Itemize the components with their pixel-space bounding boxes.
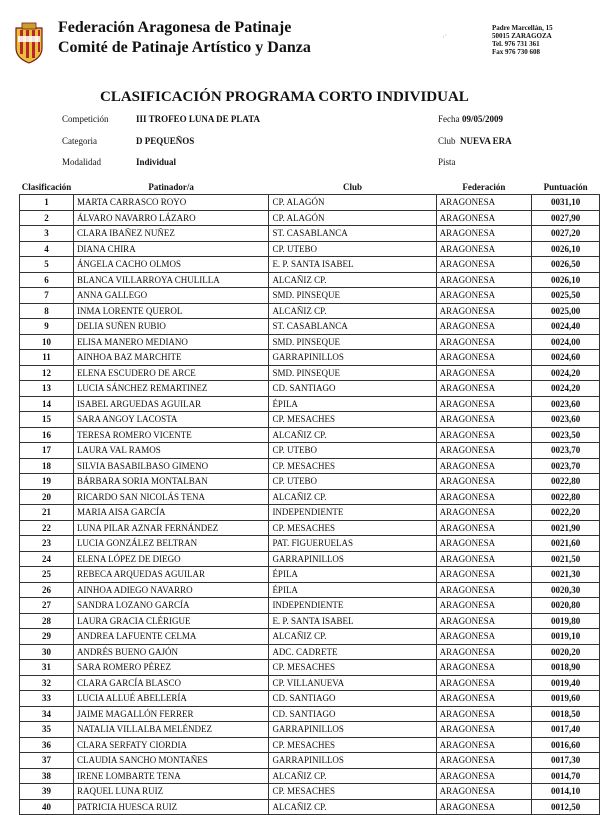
score-cell: 0022,20 bbox=[532, 505, 600, 521]
federation-cell: ARAGONESA bbox=[436, 660, 532, 676]
rank-cell: 33 bbox=[20, 691, 74, 707]
federation-cell: ARAGONESA bbox=[436, 520, 532, 536]
federation-cell: ARAGONESA bbox=[436, 443, 532, 459]
federation-cell: ARAGONESA bbox=[436, 675, 532, 691]
skater-cell: REBECA ARQUEDAS AGUILAR bbox=[73, 567, 269, 583]
skater-cell: ÁLVARO NAVARRO LÁZARO bbox=[73, 210, 269, 226]
rank-cell: 36 bbox=[20, 737, 74, 753]
rank-cell: 2 bbox=[20, 210, 74, 226]
club-cell: CP. MESACHES bbox=[269, 737, 436, 753]
club-cell: ALCAÑIZ CP. bbox=[269, 427, 436, 443]
skater-cell: SANDRA LOZANO GARCÍA bbox=[73, 598, 269, 614]
federation-cell: ARAGONESA bbox=[436, 195, 532, 211]
club-cell: CD. SANTIAGO bbox=[269, 381, 436, 397]
rank-cell: 29 bbox=[20, 629, 74, 645]
table-row bbox=[20, 598, 600, 614]
rank-cell: 13 bbox=[20, 381, 74, 397]
address-fax: Fax 976 730 608 bbox=[492, 48, 541, 56]
club-cell: ST. CASABLANCA bbox=[269, 319, 436, 335]
score-cell: 0025,00 bbox=[532, 303, 600, 319]
club-label: Club bbox=[438, 136, 456, 146]
club-cell: CP. ALAGÓN bbox=[269, 210, 436, 226]
score-cell: 0017,40 bbox=[532, 722, 600, 738]
skater-cell: DELIA SUÑEN RUBIO bbox=[73, 319, 269, 335]
club-cell: SMD. PINSEQUE bbox=[269, 334, 436, 350]
score-cell: 0024,20 bbox=[532, 365, 600, 381]
score-cell: 0023,60 bbox=[532, 396, 600, 412]
rank-cell: 17 bbox=[20, 443, 74, 459]
skater-cell: LAURA GRACIA CLÉRIGUE bbox=[73, 613, 269, 629]
skater-cell: CLARA GARCÍA BLASCO bbox=[73, 675, 269, 691]
score-cell: 0026,10 bbox=[532, 241, 600, 257]
rank-cell: 10 bbox=[20, 334, 74, 350]
categoria-label: Categoria bbox=[62, 136, 97, 146]
col-clasificacion: Clasificación bbox=[21, 182, 72, 192]
score-cell: 0023,60 bbox=[532, 412, 600, 428]
fecha-value: 09/05/2009 bbox=[462, 114, 504, 124]
rank-cell: 31 bbox=[20, 660, 74, 676]
club-cell: CP. UTEBO bbox=[269, 241, 436, 257]
table-row bbox=[20, 644, 600, 660]
skater-cell: AINHOA ADIEGO NAVARRO bbox=[73, 582, 269, 598]
skater-cell: INMA LORENTE QUEROL bbox=[73, 303, 269, 319]
table-row bbox=[20, 241, 600, 257]
score-cell: 0024,00 bbox=[532, 334, 600, 350]
federation-cell: ARAGONESA bbox=[436, 241, 532, 257]
skater-cell: LUCIA GONZÁLEZ BELTRAN bbox=[73, 536, 269, 552]
club-cell: ALCAÑIZ CP. bbox=[269, 303, 436, 319]
skater-cell: SARA ANGOY LACOSTA bbox=[73, 412, 269, 428]
skater-cell: ANDREA LAFUENTE CELMA bbox=[73, 629, 269, 645]
skater-cell: ÁNGELA CACHO OLMOS bbox=[73, 257, 269, 273]
score-cell: 0020,30 bbox=[532, 582, 600, 598]
club-cell: ÉPILA bbox=[269, 567, 436, 583]
skater-cell: IRENE LOMBARTE TENA bbox=[73, 768, 269, 784]
org-name-line1: Federación Aragonesa de Patinaje bbox=[58, 19, 292, 36]
score-cell: 0017,30 bbox=[532, 753, 600, 769]
table-row bbox=[20, 412, 600, 428]
club-cell: ALCAÑIZ CP. bbox=[269, 629, 436, 645]
skater-cell: MARTA CARRASCO ROYO bbox=[73, 195, 269, 211]
club-cell: PAT. FIGUERUELAS bbox=[269, 536, 436, 552]
federation-cell: ARAGONESA bbox=[436, 722, 532, 738]
club-cell: INDEPENDIENTE bbox=[269, 598, 436, 614]
score-cell: 0026,50 bbox=[532, 257, 600, 273]
score-cell: 0018,50 bbox=[532, 706, 600, 722]
table-row bbox=[20, 195, 600, 211]
table-row bbox=[20, 474, 600, 490]
table-row bbox=[20, 350, 600, 366]
table-row bbox=[20, 303, 600, 319]
club-cell: CP. MESACHES bbox=[269, 784, 436, 800]
club-cell: CP. UTEBO bbox=[269, 474, 436, 490]
federation-cell: ARAGONESA bbox=[436, 396, 532, 412]
table-row bbox=[20, 768, 600, 784]
score-cell: 0023,70 bbox=[532, 443, 600, 459]
table-row bbox=[20, 799, 600, 815]
club-cell: E. P. SANTA ISABEL bbox=[269, 613, 436, 629]
rank-cell: 11 bbox=[20, 350, 74, 366]
modalidad-value: Individual bbox=[136, 157, 177, 167]
federation-cell: ARAGONESA bbox=[436, 365, 532, 381]
club-cell: GARRAPINILLOS bbox=[269, 350, 436, 366]
federation-cell: ARAGONESA bbox=[436, 551, 532, 567]
rank-cell: 5 bbox=[20, 257, 74, 273]
club-cell: CD. SANTIAGO bbox=[269, 691, 436, 707]
club-cell: ST. CASABLANCA bbox=[269, 226, 436, 242]
score-cell: 0027,90 bbox=[532, 210, 600, 226]
score-cell: 0018,90 bbox=[532, 660, 600, 676]
federation-cell: ARAGONESA bbox=[436, 784, 532, 800]
federation-cell: ARAGONESA bbox=[436, 319, 532, 335]
col-federacion: Federación bbox=[462, 182, 506, 192]
rank-cell: 24 bbox=[20, 551, 74, 567]
score-cell: 0024,60 bbox=[532, 350, 600, 366]
score-cell: 0026,10 bbox=[532, 272, 600, 288]
club-cell: CP. UTEBO bbox=[269, 443, 436, 459]
score-cell: 0021,50 bbox=[532, 551, 600, 567]
federation-cell: ARAGONESA bbox=[436, 505, 532, 521]
club-cell: CP. ALAGÓN bbox=[269, 195, 436, 211]
table-row bbox=[20, 660, 600, 676]
table-row bbox=[20, 505, 600, 521]
table-row bbox=[20, 675, 600, 691]
skater-cell: BÁRBARA SORIA MONTALBAN bbox=[73, 474, 269, 490]
federation-cell: ARAGONESA bbox=[436, 691, 532, 707]
rank-cell: 27 bbox=[20, 598, 74, 614]
federation-cell: ARAGONESA bbox=[436, 226, 532, 242]
federation-cell: ARAGONESA bbox=[436, 737, 532, 753]
table-row bbox=[20, 458, 600, 474]
categoria-value: D PEQUEÑOS bbox=[136, 136, 195, 146]
club-cell: SMD. PINSEQUE bbox=[269, 365, 436, 381]
rank-cell: 7 bbox=[20, 288, 74, 304]
competicion-label: Competición bbox=[62, 114, 109, 124]
table-row bbox=[20, 396, 600, 412]
club-cell: CD. SANTIAGO bbox=[269, 706, 436, 722]
score-cell: 0023,50 bbox=[532, 427, 600, 443]
federation-cell: ARAGONESA bbox=[436, 706, 532, 722]
federation-cell: ARAGONESA bbox=[436, 536, 532, 552]
table-row bbox=[20, 551, 600, 567]
score-cell: 0023,70 bbox=[532, 458, 600, 474]
skater-cell: PATRICIA HUESCA RUIZ bbox=[73, 799, 269, 815]
club-cell: ADC. CADRETE bbox=[269, 644, 436, 660]
org-name-line2: Comité de Patinaje Artístico y Danza bbox=[58, 39, 311, 56]
skater-cell: AINHOA BAZ MARCHITE bbox=[73, 350, 269, 366]
score-cell: 0016,60 bbox=[532, 737, 600, 753]
federation-cell: ARAGONESA bbox=[436, 381, 532, 397]
rank-cell: 18 bbox=[20, 458, 74, 474]
club-cell: ÉPILA bbox=[269, 582, 436, 598]
table-row bbox=[20, 722, 600, 738]
federation-crest-icon bbox=[14, 22, 44, 64]
skater-cell: DIANA CHIRA bbox=[73, 241, 269, 257]
modalidad-label: Modalidad bbox=[62, 157, 101, 167]
table-row bbox=[20, 288, 600, 304]
club-cell: ALCAÑIZ CP. bbox=[269, 272, 436, 288]
club-cell: CP. MESACHES bbox=[269, 458, 436, 474]
skater-cell: RAQUEL LUNA RUIZ bbox=[73, 784, 269, 800]
skater-cell: ELENA LÓPEZ DE DIEGO bbox=[73, 551, 269, 567]
skater-cell: LUCIA SÁNCHEZ REMARTINEZ bbox=[73, 381, 269, 397]
rank-cell: 37 bbox=[20, 753, 74, 769]
table-row bbox=[20, 784, 600, 800]
federation-cell: ARAGONESA bbox=[436, 489, 532, 505]
club-cell: GARRAPINILLOS bbox=[269, 722, 436, 738]
rank-cell: 32 bbox=[20, 675, 74, 691]
competicion-value: III TROFEO LUNA DE PLATA bbox=[136, 114, 261, 124]
club-cell: GARRAPINILLOS bbox=[269, 753, 436, 769]
club-cell: ÉPILA bbox=[269, 396, 436, 412]
score-cell: 0019,60 bbox=[532, 691, 600, 707]
table-row bbox=[20, 443, 600, 459]
federation-cell: ARAGONESA bbox=[436, 629, 532, 645]
pista-label: Pista bbox=[438, 157, 456, 167]
rank-cell: 22 bbox=[20, 520, 74, 536]
table-row bbox=[20, 567, 600, 583]
federation-cell: ARAGONESA bbox=[436, 458, 532, 474]
table-row bbox=[20, 427, 600, 443]
federation-cell: ARAGONESA bbox=[436, 474, 532, 490]
score-cell: 0025,50 bbox=[532, 288, 600, 304]
score-cell: 0019,80 bbox=[532, 613, 600, 629]
score-cell: 0014,70 bbox=[532, 768, 600, 784]
rank-cell: 30 bbox=[20, 644, 74, 660]
table-row bbox=[20, 272, 600, 288]
table-row bbox=[20, 257, 600, 273]
rank-cell: 9 bbox=[20, 319, 74, 335]
rank-cell: 26 bbox=[20, 582, 74, 598]
federation-cell: ARAGONESA bbox=[436, 303, 532, 319]
score-cell: 0020,80 bbox=[532, 598, 600, 614]
rank-cell: 4 bbox=[20, 241, 74, 257]
club-cell: ALCAÑIZ CP. bbox=[269, 489, 436, 505]
skater-cell: RICARDO SAN NICOLÁS TENA bbox=[73, 489, 269, 505]
club-cell: GARRAPINILLOS bbox=[269, 551, 436, 567]
rank-cell: 28 bbox=[20, 613, 74, 629]
table-row bbox=[20, 210, 600, 226]
federation-cell: ARAGONESA bbox=[436, 799, 532, 815]
rank-cell: 19 bbox=[20, 474, 74, 490]
score-cell: 0027,20 bbox=[532, 226, 600, 242]
score-cell: 0022,80 bbox=[532, 474, 600, 490]
table-row bbox=[20, 520, 600, 536]
table-row bbox=[20, 706, 600, 722]
table-row bbox=[20, 536, 600, 552]
table-row bbox=[20, 334, 600, 350]
table-header-row bbox=[20, 180, 600, 195]
rank-cell: 21 bbox=[20, 505, 74, 521]
club-cell: ALCAÑIZ CP. bbox=[269, 799, 436, 815]
rank-cell: 35 bbox=[20, 722, 74, 738]
rank-cell: 16 bbox=[20, 427, 74, 443]
club-cell: CP. VILLANUEVA bbox=[269, 675, 436, 691]
skater-cell: LUCIA ALLUÉ ABELLERÍA bbox=[73, 691, 269, 707]
rank-cell: 14 bbox=[20, 396, 74, 412]
table-row bbox=[20, 319, 600, 335]
skater-cell: ELISA MANERO MEDIANO bbox=[73, 334, 269, 350]
score-cell: 0021,30 bbox=[532, 567, 600, 583]
table-row bbox=[20, 691, 600, 707]
federation-cell: ARAGONESA bbox=[436, 598, 532, 614]
federation-cell: ARAGONESA bbox=[436, 613, 532, 629]
federation-cell: ARAGONESA bbox=[436, 412, 532, 428]
club-cell: CP. MESACHES bbox=[269, 520, 436, 536]
skater-cell: ANNA GALLEGO bbox=[73, 288, 269, 304]
skater-cell: ELENA ESCUDERO DE ARCE bbox=[73, 365, 269, 381]
rank-cell: 38 bbox=[20, 768, 74, 784]
rank-cell: 34 bbox=[20, 706, 74, 722]
club-cell: CP. MESACHES bbox=[269, 660, 436, 676]
skater-cell: CLARA IBAÑEZ NUÑEZ bbox=[73, 226, 269, 242]
club-cell: CP. MESACHES bbox=[269, 412, 436, 428]
skater-cell: LAURA VAL RAMOS bbox=[73, 443, 269, 459]
fecha-label: Fecha bbox=[438, 114, 460, 124]
table-row bbox=[20, 381, 600, 397]
table-row bbox=[20, 737, 600, 753]
table-row bbox=[20, 226, 600, 242]
skater-cell: CLARA SERFATY CIORDIA bbox=[73, 737, 269, 753]
score-cell: 0014,10 bbox=[532, 784, 600, 800]
skater-cell: ANDRÉS BUENO GAJÓN bbox=[73, 644, 269, 660]
federation-cell: ARAGONESA bbox=[436, 427, 532, 443]
address-tel: Tel. 976 731 361 bbox=[492, 40, 540, 48]
rank-cell: 25 bbox=[20, 567, 74, 583]
federation-cell: ARAGONESA bbox=[436, 350, 532, 366]
address-city: 50015 ZARAGOZA bbox=[492, 32, 552, 40]
federation-cell: ARAGONESA bbox=[436, 753, 532, 769]
table-row bbox=[20, 365, 600, 381]
skater-cell: CLAUDIA SANCHO MONTAÑES bbox=[73, 753, 269, 769]
skater-cell: ISABEL ARGUEDAS AGUILAR bbox=[73, 396, 269, 412]
score-cell: 0019,40 bbox=[532, 675, 600, 691]
org-address bbox=[492, 24, 553, 56]
score-cell: 0012,50 bbox=[532, 799, 600, 815]
score-cell: 0020,20 bbox=[532, 644, 600, 660]
rank-cell: 23 bbox=[20, 536, 74, 552]
federation-cell: ARAGONESA bbox=[436, 768, 532, 784]
federation-cell: ARAGONESA bbox=[436, 567, 532, 583]
federation-cell: ARAGONESA bbox=[436, 272, 532, 288]
table-row bbox=[20, 753, 600, 769]
scan-mark: ·˙ bbox=[442, 33, 448, 42]
skater-cell: LUNA PILAR AZNAR FERNÁNDEZ bbox=[73, 520, 269, 536]
address-street: Padre Marcellán, 15 bbox=[492, 24, 553, 32]
rank-cell: 1 bbox=[20, 195, 74, 211]
skater-cell: NATALIA VILLALBA MELÉNDEZ bbox=[73, 722, 269, 738]
table-row bbox=[20, 613, 600, 629]
score-cell: 0022,80 bbox=[532, 489, 600, 505]
col-patinador: Patinador/a bbox=[148, 182, 194, 192]
federation-cell: ARAGONESA bbox=[436, 288, 532, 304]
federation-cell: ARAGONESA bbox=[436, 582, 532, 598]
skater-cell: TERESA ROMERO VICENTE bbox=[73, 427, 269, 443]
skater-cell: JAIME MAGALLÓN FERRER bbox=[73, 706, 269, 722]
col-club: Club bbox=[343, 182, 363, 192]
rank-cell: 3 bbox=[20, 226, 74, 242]
rank-cell: 15 bbox=[20, 412, 74, 428]
col-puntuacion: Puntuación bbox=[543, 182, 588, 192]
skater-cell: MARIA AISA GARCÍA bbox=[73, 505, 269, 521]
rank-cell: 12 bbox=[20, 365, 74, 381]
score-cell: 0024,40 bbox=[532, 319, 600, 335]
federation-cell: ARAGONESA bbox=[436, 644, 532, 660]
table-row bbox=[20, 489, 600, 505]
score-cell: 0019,10 bbox=[532, 629, 600, 645]
score-cell: 0021,60 bbox=[532, 536, 600, 552]
club-cell: E. P. SANTA ISABEL bbox=[269, 257, 436, 273]
score-cell: 0021,90 bbox=[532, 520, 600, 536]
skater-cell: SILVIA BASABILBASO GIMENO bbox=[73, 458, 269, 474]
table-row bbox=[20, 629, 600, 645]
rank-cell: 20 bbox=[20, 489, 74, 505]
score-cell: 0024,20 bbox=[532, 381, 600, 397]
club-value: NUEVA ERA bbox=[460, 136, 512, 146]
federation-cell: ARAGONESA bbox=[436, 257, 532, 273]
rank-cell: 6 bbox=[20, 272, 74, 288]
rank-cell: 40 bbox=[20, 799, 74, 815]
rank-cell: 8 bbox=[20, 303, 74, 319]
club-cell: ALCAÑIZ CP. bbox=[269, 768, 436, 784]
rank-cell: 39 bbox=[20, 784, 74, 800]
federation-cell: ARAGONESA bbox=[436, 210, 532, 226]
skater-cell: SARA ROMERO PÉREZ bbox=[73, 660, 269, 676]
page-title: CLASIFICACIÓN PROGRAMA CORTO INDIVIDUAL bbox=[100, 89, 469, 105]
skater-cell: BLANCA VILLARROYA CHULILLA bbox=[73, 272, 269, 288]
federation-cell: ARAGONESA bbox=[436, 334, 532, 350]
club-cell: INDEPENDIENTE bbox=[269, 505, 436, 521]
club-cell: SMD. PINSEQUE bbox=[269, 288, 436, 304]
table-row bbox=[20, 582, 600, 598]
results-table bbox=[19, 180, 600, 815]
score-cell: 0031,10 bbox=[532, 195, 600, 211]
